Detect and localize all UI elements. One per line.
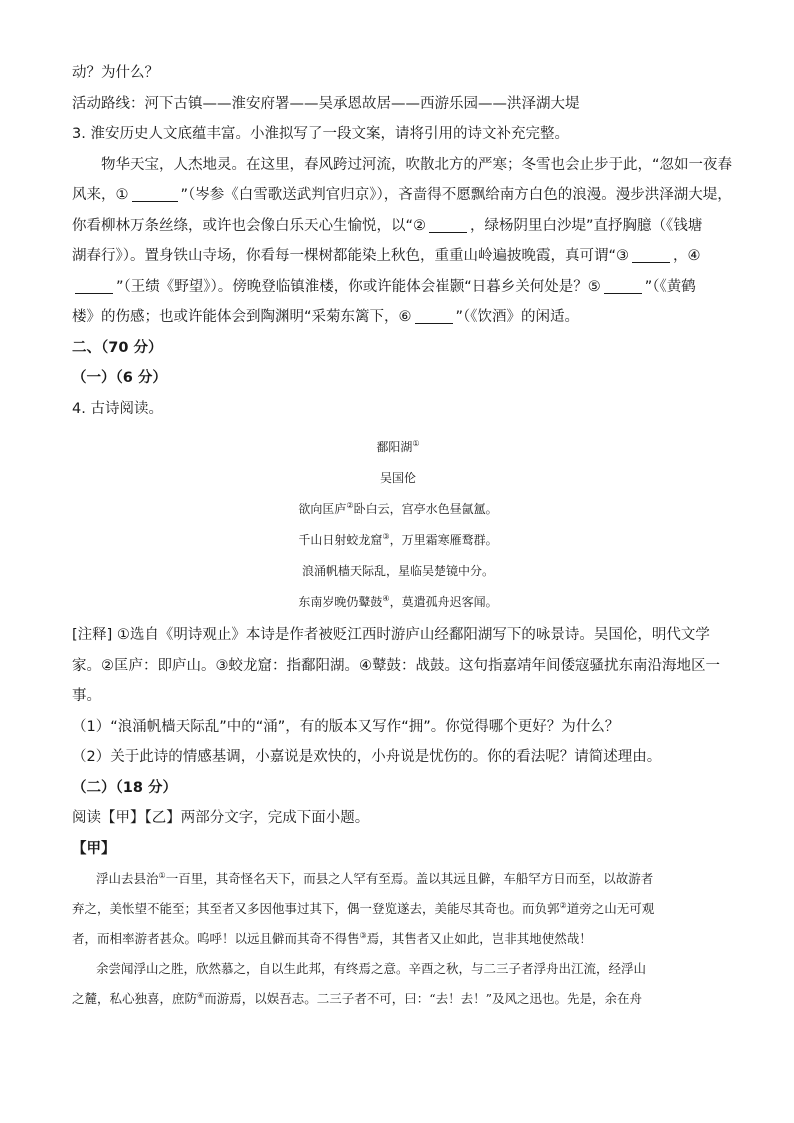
document-page (72, 58, 733, 1014)
passage-jia-label: 【甲】 (72, 840, 116, 857)
q3-passage-line-5: ”（王绩《野望》）。傍晚登临镇淮楼，你或许能体会崔颢“日暮乡关何处是？⑤ ”（《黄鹤 (72, 272, 724, 303)
reading-instruction: 阅读【甲】【乙】两部分文字，完成下面小题。 (72, 810, 370, 826)
blank-1[interactable] (132, 185, 178, 202)
blank-5[interactable] (604, 277, 642, 294)
blank-3[interactable] (632, 246, 670, 263)
question-4-1: （1）“浪涌帆樯天际乱”中的“涌”，有的版本又写作“拥”。你觉得哪个更好？为什么？ (72, 718, 620, 735)
poem-notes-line-1: [注释] ①选自《明诗观止》本诗是作者被贬江西时游庐山经鄱阳湖写下的咏景诗。吴国伦，明代文学 (72, 627, 710, 643)
question-4-stem: 4. 古诗阅读。 (72, 400, 163, 417)
blank-4[interactable] (75, 277, 113, 294)
poem-line-4: 东南岁晚仍鼙鼓④，莫遣孤舟迟客闻。 (298, 594, 498, 609)
activity-route: 活动路线：河下古镇——淮安府署——吴承恩故居——西游乐园——洪泽湖大堤 (72, 95, 580, 112)
question-4-2: （2）关于此诗的情感基调，小嘉说是欢快的，小舟说是忧伤的。你的看法呢？请简述理由。 (72, 749, 662, 765)
blank-6[interactable] (415, 307, 453, 324)
blank-2[interactable] (429, 216, 467, 233)
q3-passage-line-6: 楼》的伤感；也或许能体会到陶渊明“采菊东篱下，⑥ ”（《饮酒》的闲适。 (72, 309, 580, 325)
passage-jia-line-5: 之麓，私心独喜，庶防④而游焉，以娱吾志。二三子者不可，曰：“去！去！”及风之迅也。先是，余在舟 (72, 990, 642, 1006)
passage-jia-line-4: 余尝闻浮山之胜，欣然慕之，自以生此邦，有终焉之意。辛酉之秋，与二三子者浮舟出江流，经浮山 (96, 961, 647, 976)
poem-author: 吴国伦 (379, 471, 416, 485)
section-2-2-heading: （二）（18 分） (72, 779, 177, 796)
q3-passage-line-3: 你看柳林万条丝绦，或许也会像白乐天心生愉悦，以“② ，绿杨阴里白沙堤”直抒胸臆（《钱塘 (72, 217, 703, 234)
question-3-stem: 3. 淮安历史人文底蕴丰富。小淮拟写了一段文案，请将引用的诗文补充完整。 (72, 126, 569, 142)
question-2-tail: 动？为什么？ (72, 65, 159, 81)
passage-jia-line-1: 浮山去县治①一百里，其奇怪名天下，而县之人罕有至焉。盖以其远且僻，车船罕方日而至，以故游者 (96, 870, 654, 886)
passage-jia-line-3: 者，而相率游者甚众。呜呼！以远且僻而其奇不得售③焉，其售者又止如此，岂非其地使然哉！ (72, 930, 592, 946)
q3-passage-line-4: 湖春行》）。置身铁山寺场，你看每一棵树都能染上秋色，重重山岭遍披晚霞，真可谓“③ ，④ (72, 248, 701, 264)
section-2-1-heading: （一）（6 分） (72, 370, 167, 386)
poem-line-1: 欲向匡庐②卧白云，宫亭水色昼氤氲。 (298, 501, 498, 516)
q3-passage-line-2: 风来，① ”（岑参《白雪歌送武判官归京》），吝啬得不愿飘给南方白色的浪漫。漫步洪泽湖大堤， (72, 187, 732, 203)
poem-line-2: 千山日射蛟龙窟③，万里霜寒雁鹜群。 (298, 532, 498, 547)
poem (72, 424, 724, 620)
poem-notes-line-3: 事。 (72, 688, 101, 704)
q3-passage-line-1: 物华天宝，人杰地灵。在这里，春风跨过河流，吹散北方的严寒；冬雪也会止步于此，“忽如一夜春 (101, 156, 733, 173)
poem-title: 鄱阳湖① (376, 439, 420, 454)
poem-notes-line-2: 家。②匡庐：即庐山。③蛟龙窟：指鄱阳湖。④鼙鼓：战鼓。这句指嘉靖年间倭寇骚扰东南沿海地区一 (72, 657, 720, 674)
section-2-heading: 二、（70 分） (72, 339, 163, 356)
passage-jia-line-2: 弃之，美怅望不能至；其至者又多因他事过其下，偶一登览遂去，美能尽其奇也。而负郭②道旁之山无可观 (72, 900, 655, 916)
poem-line-3: 浪涌帆樯天际乱，星临吴楚镜中分。 (301, 564, 494, 578)
